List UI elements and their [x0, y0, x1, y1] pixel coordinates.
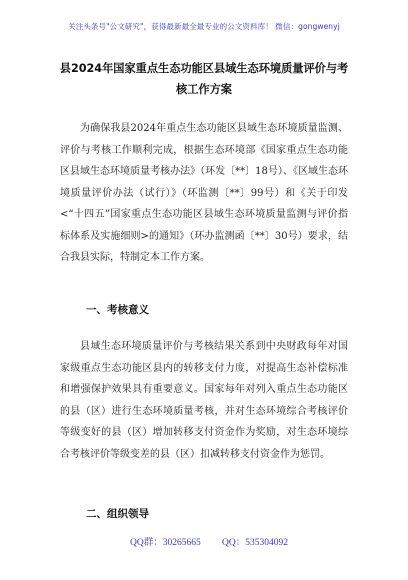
title-line-1: 县2024年国家重点生态功能区县域生态环境质量评价与考: [59, 62, 349, 75]
qq-number: QQ：535304092: [222, 538, 288, 548]
intro-paragraph: 为确保我县2024年重点生态功能区县域生态环境质量监测、评价与考核工作顺利完成，根据生态环境部《国家重点生态功能区县域生态环境质量考核办法》（环发〔**〕18号）、《区域生态环境质量评价办法（试行）》（环监测〔**〕99号）和《关于印发<“十四五”国家重点生态功能区县域生态环境质量监测与评价指标体系及实施细则>的通知》（环办监测函〔**〕30号）要求，结合我县实际，特制定本工作方案。: [60, 123, 348, 263]
section-heading-significance: 一、考核意义: [86, 304, 149, 316]
title-line-2: 核工作方案: [176, 83, 232, 96]
document-title: [40, 58, 368, 100]
section-heading-organization: 二、组织领导: [86, 508, 149, 520]
qq-group-number: QQ群：30265665: [130, 538, 201, 548]
header-note: 关注头条号"公文研究"，获得最新最全最专业的公文资料库！ 微信：gongwenyj: [68, 22, 340, 31]
section-paragraph-significance: 县域生态环境质量评价与考核结果关系到中央财政每年对国家级重点生态功能区县内的转移支付力度，对提高生态补偿标准和增强保护效果具有重要意义。国家每年对列入重点生态功能区的县（区）进行生态环境质量考核，并对生态环境综合考核评价等级变好的县（区）增加转移支付资金作为奖励，对生态环境综合考核评价等级变差的县（区）扣减转移支付资金作为惩罚。: [60, 341, 348, 460]
